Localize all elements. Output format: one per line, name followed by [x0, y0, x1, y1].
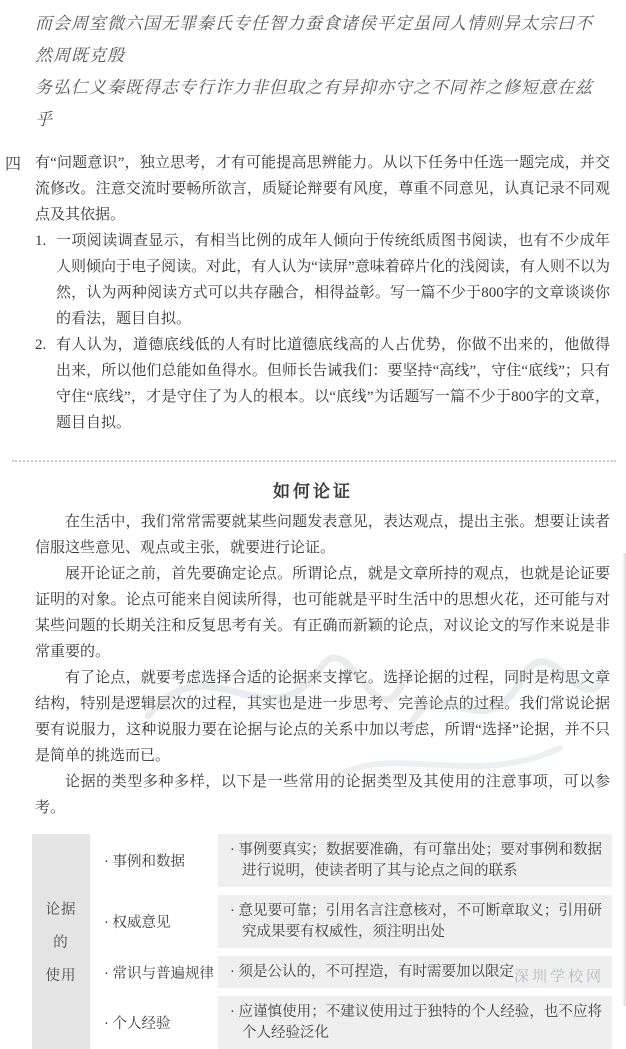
evidence-type-cell: · 事例和数据	[104, 854, 185, 870]
task-number: 1.	[35, 233, 47, 249]
textbook-page	[0, 8, 626, 1041]
evidence-type-cell: · 常识与普遍规律	[104, 965, 214, 982]
site-watermark: 深圳学校网	[513, 969, 604, 985]
task-text: 有人认为，道德底线低的人有时比道德底线高的人占优势，你做不出来的，他做得出来，所以他们总能如鱼得水。但师长告诫我们：要坚持“高线”，守住“底线”；只有守住“底线”，才是守住了为人的根本。以“底线”为话题写一篇不少于800字的文章，题目自拟。	[56, 337, 610, 431]
evidence-type-cell: · 权威意见	[104, 915, 171, 931]
classical-line-1: 而会周室微六国无罪秦氏专任智力蚕食诸侯平定虽同人情则异太宗曰不然周既克殷	[35, 14, 593, 65]
howto-paragraph: 在生活中，我们常常需要就某些问题发表意见，表达观点，提出主张。想要让读者信服这些意见、观点或主张，就要进行论证。	[35, 514, 610, 556]
table-row	[90, 996, 612, 1049]
evidence-type-cell: · 个人经验	[104, 1016, 171, 1032]
howto-title: 如何论证	[273, 482, 353, 501]
task-item	[35, 228, 610, 332]
row-header-line: 的	[53, 935, 69, 951]
task-text: 一项阅读调查显示，有相当比例的成年人倾向于传统纸质图书阅读，也有不少成年人则倾向于电子阅读。对此，有人认为“读屏”意味着碎片化的浅阅读，有人则不以为然，认为两种阅读方式可以共存融合，相得益彰。写一篇不少于800字的文章谈谈你的看法，题目自拟。	[56, 233, 610, 327]
evidence-note-cell: · 须是公认的，不可捏造，有时需要加以限定	[218, 956, 612, 988]
evidence-note-cell: · 事例要真实；数据要准确，有可靠出处；要对事例和数据进行说明，使读者明了其与论点之间的联系	[218, 834, 612, 887]
task-item	[35, 332, 610, 436]
evidence-note-cell: · 意见要可靠；引用名言注意核对，不可断章取义；引用研究成果要有权威性，须注明出处	[218, 895, 612, 948]
section-number: 四	[5, 156, 22, 173]
dotted-divider	[12, 460, 616, 462]
section-body	[35, 150, 610, 436]
task-list	[35, 228, 610, 436]
section-intro: 有“问题意识”，独立思考，才有可能提高思辨能力。从以下任务中任选一题完成，并交流修改。注意交流时要畅所欲言，质疑论辩要有风度，尊重不同意见，认真记录不同观点及其依据。	[35, 155, 610, 223]
table-row	[90, 834, 612, 887]
table-row-header	[32, 834, 90, 1049]
howto-paragraph: 展开论证之前，首先要确定论点。所谓论点，就是文章所持的观点，也就是论证要证明的对象。论点可能来自阅读所得，也可能就是平时生活中的思想火花，还可能与对某些问题的长期关注和反复思考有关。有正确而新颖的论点，对议论文的写作来说是非常重要的。	[35, 566, 610, 660]
classical-passage	[35, 8, 610, 136]
table-rows	[90, 834, 612, 1049]
howto-paragraph: 论据的类型多种多样，以下是一些常用的论据类型及其使用的注意事项，可以参考。	[35, 774, 610, 816]
scan-edge-shadow	[622, 553, 626, 1006]
howto-paragraphs	[35, 509, 610, 821]
row-header-line: 论据	[45, 902, 77, 918]
evidence-note-cell: · 应谨慎使用；不建议使用过于独特的个人经验，也不应将个人经验泛化	[218, 996, 612, 1049]
howto-paragraph: 有了论点，就要考虑选择合适的论据来支撑它。选择论据的过程，同时是构思文章结构，特别是逻辑层次的过程，其实也是进一步思考、完善论点的过程。我们常说论据要有说服力，这种说服力要在论据与论点的关系中加以考虑，所谓“选择”论据，并不只是简单的挑选而已。	[35, 670, 610, 764]
evidence-table	[32, 834, 612, 1049]
section-four	[5, 150, 610, 436]
table-row	[90, 895, 612, 948]
classical-line-2: 务弘仁义秦既得志专行诈力非但取之有异抑亦守之不同祚之修短意在兹乎	[35, 78, 593, 129]
task-number: 2.	[35, 337, 47, 353]
row-header-line: 使用	[45, 968, 77, 984]
